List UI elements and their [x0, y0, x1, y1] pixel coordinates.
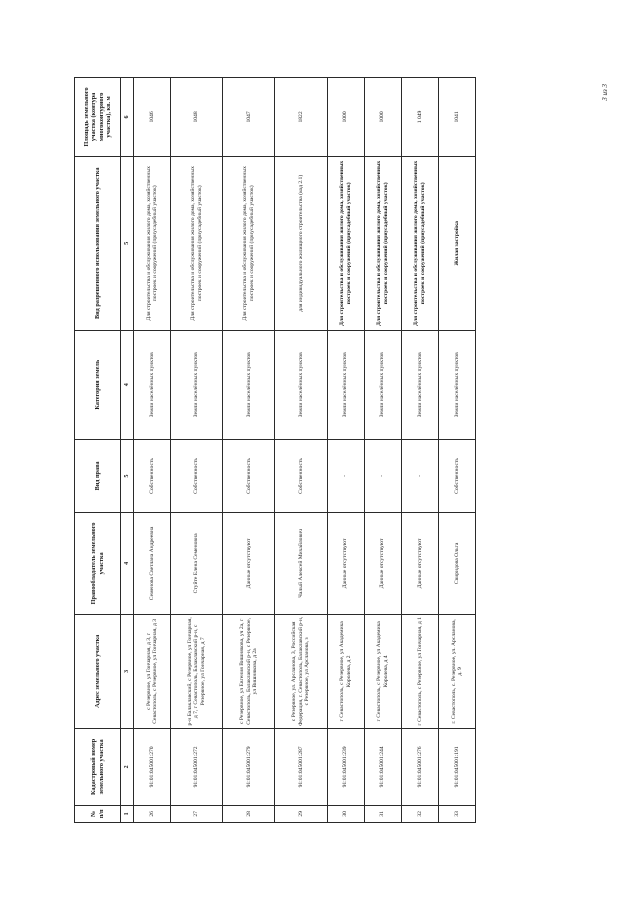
cell-address: с Резервное, ул Евгения Вишнякова, уч 2а, г Севастополь, Балаклавский р-н, с Резервное, ул Вишнякова, д 2а [223, 614, 275, 728]
header-row [75, 78, 121, 823]
cell-cadastral: 91:01:045001:279 [223, 729, 275, 806]
cell-right: - [401, 439, 438, 512]
cell-use: Жилая застройка [438, 156, 475, 330]
header-area: Площадь земельного участка (контура многоконтурного участка), кв. м [75, 78, 121, 157]
cell-num: 33 [438, 805, 475, 822]
cell-num: 31 [364, 805, 401, 822]
cell-use: Для строительства и обслуживания жилого дома, хозяйственных построек и сооружений (приусадебный участок) [364, 156, 401, 330]
cell-right: - [327, 439, 364, 512]
cell-category: Земли населённых пунктов [134, 330, 171, 439]
cell-area: 1822 [275, 78, 327, 157]
cell-use: Для строительства и обслуживания жилого дома, хозяйственных построек и сооружений (приусадебный участок) [327, 156, 364, 330]
cell-address: г Севастополь, с Резервное, ул Академика Королева, д 4 [364, 614, 401, 728]
cell-num: 27 [171, 805, 223, 822]
cell-right: Собственность [223, 439, 275, 512]
cell-area: 1000 [327, 78, 364, 157]
cell-category: Земли населённых пунктов [275, 330, 327, 439]
cell-cadastral: 91:01:045001:270 [134, 729, 171, 806]
cell-owner: Семенова Светлана Андреевна [134, 513, 171, 614]
table-row [171, 78, 223, 823]
rotated-table-wrapper [74, 77, 476, 823]
cell-address: г. Севастополь, с. Резервное, ул. Арсланова, д. 9 [438, 614, 475, 728]
index-cell: 4 [121, 513, 134, 614]
header-right: Вид права [75, 439, 121, 512]
table-row [438, 78, 475, 823]
cell-right: Собственность [275, 439, 327, 512]
header-use: Вид разрешенного использования земельного участка [75, 156, 121, 330]
cell-category: Земли населённых пунктов [438, 330, 475, 439]
page-number: 3 из 3 [601, 84, 609, 101]
cell-address: г Севастополь, с Резервное, ул Гончарная, д 1 [401, 614, 438, 728]
cell-cadastral: 91:01:045001:239 [327, 729, 364, 806]
table-row [327, 78, 364, 823]
cell-use: для индивидуального жилищного строительства (код 2.1) [275, 156, 327, 330]
index-cell: 1 [121, 805, 134, 822]
cell-category: Земли населённых пунктов [327, 330, 364, 439]
cell-category: Земли населённых пунктов [364, 330, 401, 439]
cell-owner: Данные отсутствуют [327, 513, 364, 614]
cell-category: Земли населённых пунктов [171, 330, 223, 439]
table-row [364, 78, 401, 823]
cell-cadastral: 91:01:045001:191 [438, 729, 475, 806]
cell-area: 1046 [134, 78, 171, 157]
cell-use: Для строительства и обслуживания жилого дома, хозяйственных построек и сооружений (приусадебный участок) [171, 156, 223, 330]
index-cell: 2 [121, 729, 134, 806]
cell-owner: Данные отсутствуют [223, 513, 275, 614]
cell-owner: Стуйте Елена Семеновна [171, 513, 223, 614]
cell-owner: Данные отсутствуют [401, 513, 438, 614]
cell-num: 28 [223, 805, 275, 822]
cell-num: 32 [401, 805, 438, 822]
index-cell: 5 [121, 439, 134, 512]
cell-num: 26 [134, 805, 171, 822]
cell-use: Для строительства и обслуживания жилого дома, хозяйственных построек и сооружений (приусадебный участок) [223, 156, 275, 330]
cell-area: 1000 [364, 78, 401, 157]
table-row [401, 78, 438, 823]
cell-address: с Резервное, ул. Арсланова, 3, Российская Федерация, г. Севастополь, Балаклавский р-н, с Резервное, ул Арсланова, з [275, 614, 327, 728]
table-row [134, 78, 171, 823]
cell-right: Собственность [134, 439, 171, 512]
index-cell: 6 [121, 78, 134, 157]
cell-cadastral: 91:01:045001:272 [171, 729, 223, 806]
cell-owner: Свиридова Ольга [438, 513, 475, 614]
land-plots-table [74, 77, 476, 823]
cell-right: Собственность [171, 439, 223, 512]
cell-right: - [364, 439, 401, 512]
cell-use: Для строительства и обслуживания жилого дома, хозяйственных построек и сооружений (приусадебный участок) [401, 156, 438, 330]
index-cell: 3 [121, 614, 134, 728]
cell-cadastral: 91:01:045001:287 [275, 729, 327, 806]
cell-area: 1041 [438, 78, 475, 157]
cell-category: Земли населённых пунктов [401, 330, 438, 439]
cell-num: 29 [275, 805, 327, 822]
header-address: Адрес земельного участка [75, 614, 121, 728]
cell-use: Для строительства и обслуживания жилого дома, хозяйственных построек и сооружений (приусадебный участок) [134, 156, 171, 330]
index-cell: 5 [121, 156, 134, 330]
header-num: № п/п [75, 805, 121, 822]
table-row [223, 78, 275, 823]
index-cell: 4 [121, 330, 134, 439]
cell-area: 1047 [223, 78, 275, 157]
header-category: Категория земель [75, 330, 121, 439]
cell-area: 1 049 [401, 78, 438, 157]
cell-owner: Данные отсутствуют [364, 513, 401, 614]
header-cadastral: Кадастровый номер земельного участка [75, 729, 121, 806]
cell-address: г Севастополь, с Резервное, ул Академика Королева, д 2 [327, 614, 364, 728]
cell-area: 1048 [171, 78, 223, 157]
cell-cadastral: 91:01:045001:276 [401, 729, 438, 806]
cell-cadastral: 91:01:045001:244 [364, 729, 401, 806]
cell-owner: Чалый Алексей Михайлович [275, 513, 327, 614]
cell-category: Земли населённых пунктов [223, 330, 275, 439]
cell-address: р-н Балаклавский, с Резервное, ул Гончарная, д 7, г Севастополь, Балаклавский р-н, с Резервное, ул Гончарная, д 7 [171, 614, 223, 728]
cell-right: Собственность [438, 439, 475, 512]
index-row [121, 78, 134, 823]
cell-address: с Резервное, ул Гончарная, д 3, г Севастополь, с Резервное, ул Гончарная, д 3 [134, 614, 171, 728]
cell-num: 30 [327, 805, 364, 822]
header-owner: Правообладатель земельного участка [75, 513, 121, 614]
table-row [275, 78, 327, 823]
